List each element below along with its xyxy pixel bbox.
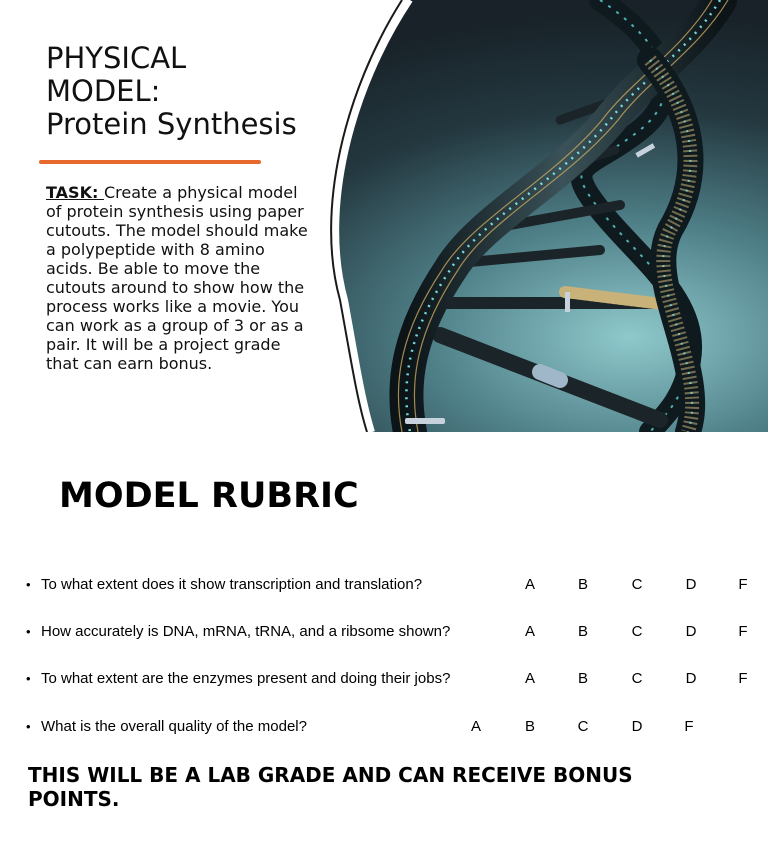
- grade-option-c: C: [631, 623, 643, 640]
- rubric-question: To what extent does it show transcription and translation?: [41, 576, 423, 593]
- accent-divider: [39, 160, 261, 164]
- grade-option-f: F: [738, 623, 748, 640]
- task-description: [46, 183, 308, 373]
- rubric-item: [0, 716, 768, 738]
- grading-note: THIS WILL BE A LAB GRADE AND CAN RECEIVE BONUS POINTS.: [28, 763, 633, 811]
- title-line-1: PHYSICAL: [46, 41, 187, 75]
- grade-option-b: B: [577, 623, 588, 640]
- grade-option-c: C: [577, 718, 589, 735]
- task-label: TASK:: [46, 183, 104, 202]
- rubric-question: How accurately is DNA, mRNA, tRNA, and a ribsome shown?: [41, 623, 451, 640]
- grade-option-a: A: [524, 576, 535, 593]
- task-text: Create a physical model of protein synthesis using paper cutouts. The model should make a polypeptide with 8 amino acids. Be able to move the cutouts around to show how the process works like a movie. You can work as a group of 3 or as a pair. It will be a project grade that can earn bonus.: [46, 183, 308, 373]
- grade-option-b: B: [577, 670, 588, 687]
- grade-option-d: D: [685, 670, 697, 687]
- grade-option-a: A: [524, 623, 535, 640]
- bullet-icon: •: [26, 719, 31, 734]
- grade-option-a: A: [524, 670, 535, 687]
- bullet-icon: •: [26, 671, 31, 686]
- rubric-item: [0, 574, 768, 596]
- grade-option-a: A: [470, 718, 481, 735]
- grade-option-b: B: [524, 718, 535, 735]
- bullet-icon: •: [26, 624, 31, 639]
- title-slide: [0, 0, 768, 432]
- grade-option-d: D: [685, 576, 697, 593]
- rubric-question: What is the overall quality of the model?: [41, 718, 307, 735]
- grade-option-c: C: [631, 576, 643, 593]
- rubric-question: To what extent are the enzymes present and doing their jobs?: [41, 670, 451, 687]
- grade-option-b: B: [577, 576, 588, 593]
- rubric-item: [0, 621, 768, 643]
- rubric-title: MODEL RUBRIC: [59, 476, 359, 516]
- grade-option-f: F: [738, 576, 748, 593]
- title-line-2: MODEL:: [46, 74, 161, 108]
- grade-option-d: D: [685, 623, 697, 640]
- title-line-3: Protein Synthesis: [46, 107, 297, 141]
- rubric-item: [0, 668, 768, 690]
- bullet-icon: •: [26, 577, 31, 592]
- slide-title: [46, 42, 336, 141]
- grade-option-f: F: [684, 718, 694, 735]
- grade-option-c: C: [631, 670, 643, 687]
- grade-option-f: F: [738, 670, 748, 687]
- grade-option-d: D: [631, 718, 643, 735]
